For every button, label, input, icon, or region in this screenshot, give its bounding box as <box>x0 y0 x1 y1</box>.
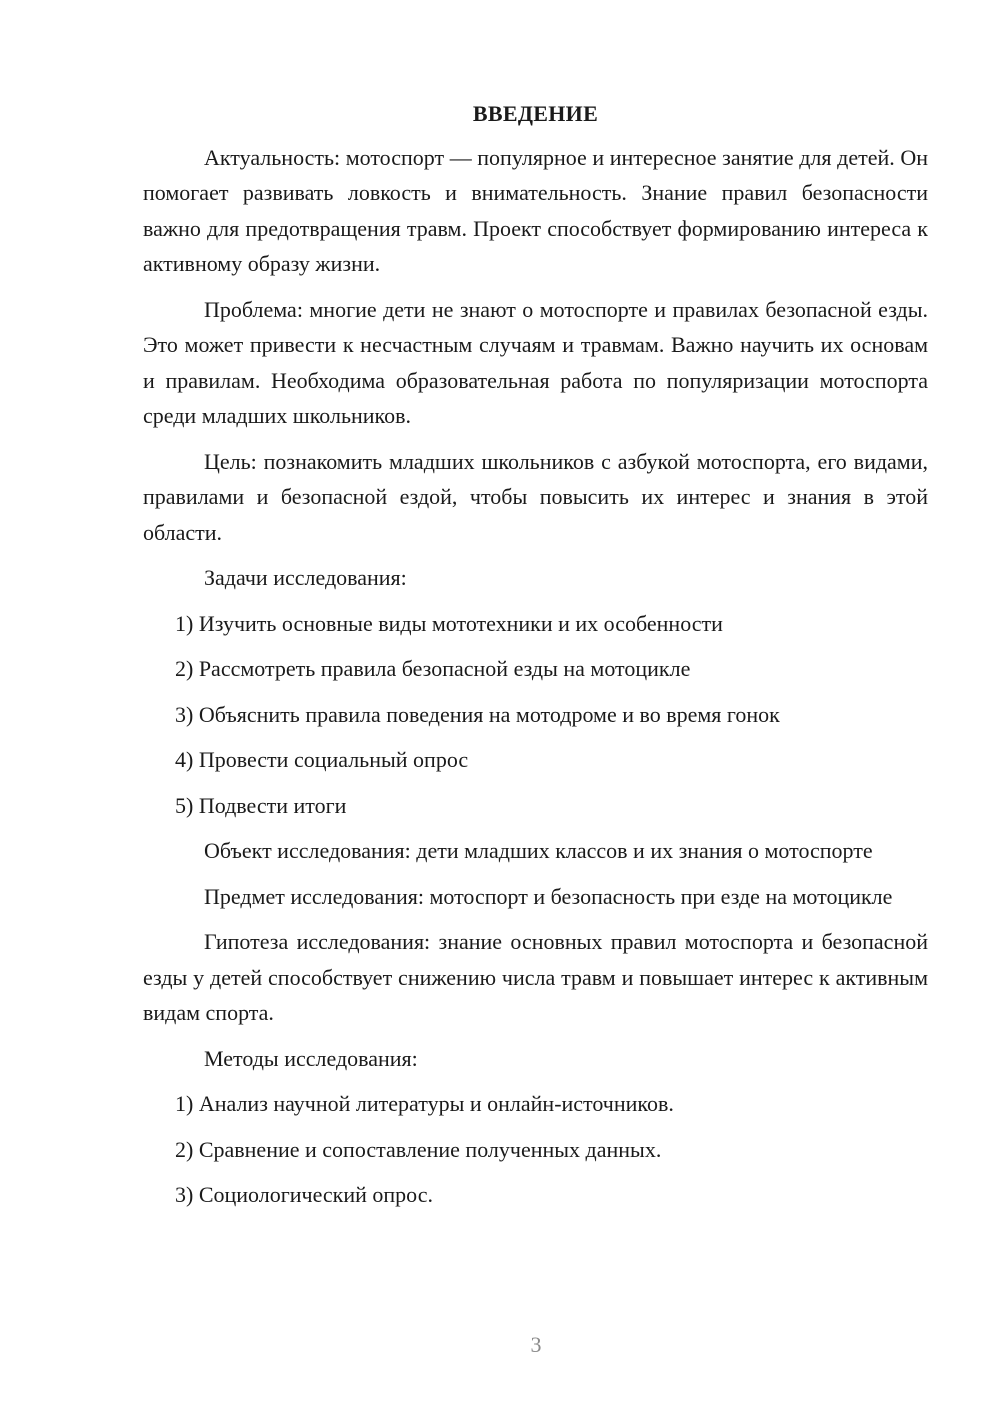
list-item: 3) Социологический опрос. <box>175 1182 433 1207</box>
list-item: 1) Анализ научной литературы и онлайн-источников. <box>175 1091 674 1116</box>
page-number: 3 <box>530 1332 542 1357</box>
methods-list <box>143 1086 928 1213</box>
goal-paragraph: Цель: познакомить младших школьников с азбукой мотоспорта, его видами, правилами и безопасной ездой, чтобы повысить их интерес и знания в этой области. <box>143 448 928 545</box>
list-item: 2) Сравнение и сопоставление полученных данных. <box>175 1136 662 1162</box>
section-heading: ВВЕДЕНИЕ <box>472 101 599 126</box>
tasks-title: Задачи исследования: <box>204 565 407 590</box>
list-item: 5) Подвести итоги <box>175 792 347 818</box>
list-item: 2) Рассмотреть правила безопасной езды на мотоцикле <box>175 656 691 681</box>
list-item: 4) Провести социальный опрос <box>175 747 469 772</box>
document-page <box>143 96 928 1223</box>
list-item: 3) Объяснить правила поведения на мотодроме и во время гонок <box>175 701 780 727</box>
subject-paragraph: Предмет исследования: мотоспорт и безопасность при езде на мотоцикле <box>204 883 893 909</box>
object-paragraph: Объект исследования: дети младших классов и их знания о мотоспорте <box>204 838 873 863</box>
relevance-paragraph: Актуальность: мотоспорт — популярное и интересное занятие для детей. Он помогает развивать ловкость и внимательность. Знание правил безопасности важно для предотвращения травм. Проект способствует формированию интереса к активному образу жизни. <box>143 144 928 276</box>
list-item: 1) Изучить основные виды мототехники и их особенности <box>175 610 723 636</box>
hypothesis-paragraph: Гипотеза исследования: знание основных правил мотоспорта и безопасной езды у детей способствует снижению числа травм и повышает интерес к активным видам спорта. <box>143 929 928 1025</box>
methods-title: Методы исследования: <box>204 1045 418 1071</box>
problem-paragraph: Проблема: многие дети не знают о мотоспорте и правилах безопасной езды. Это может привести к несчастным случаям и травмам. Важно научить их основам и правилам. Необходима образовательная работа по популяризации мотоспорта среди младших школьников. <box>143 296 928 428</box>
tasks-list <box>143 606 928 824</box>
